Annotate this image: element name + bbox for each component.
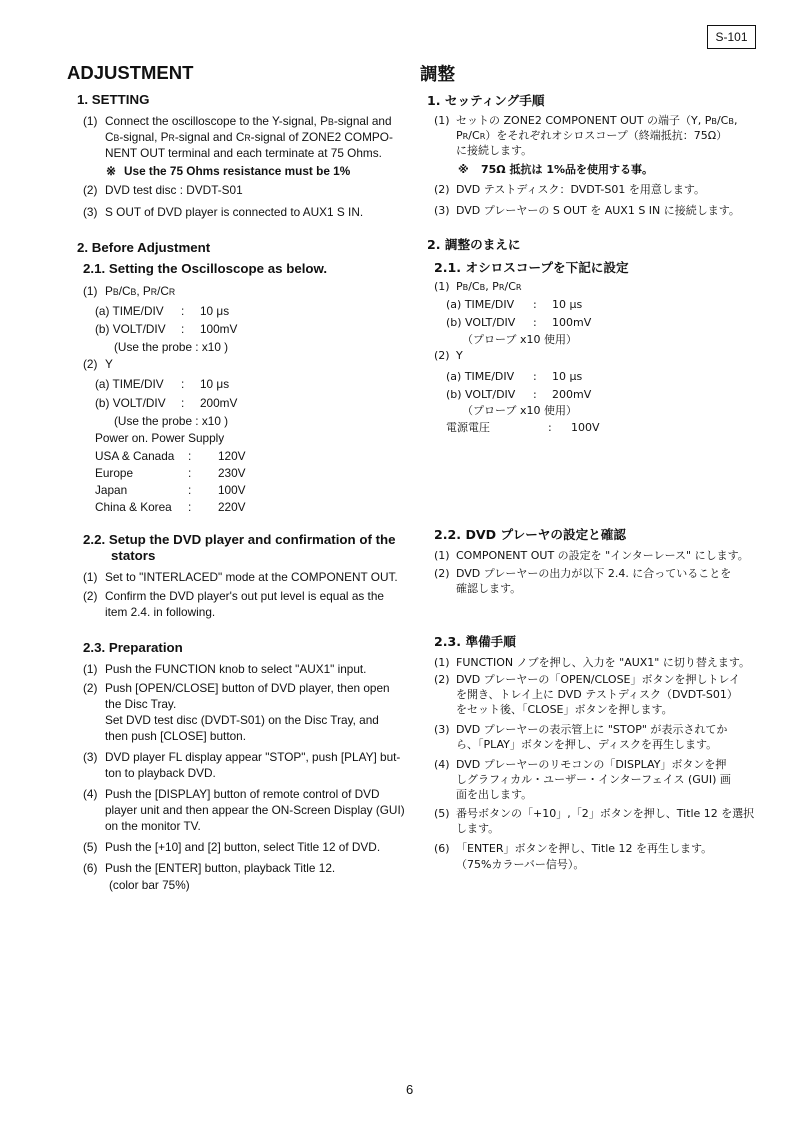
item-text: Confirm the DVD player's out put level is equal as the — [105, 589, 384, 603]
ja-prep-step-3 — [434, 723, 727, 737]
item-number: (1) — [83, 662, 98, 676]
subscript: B — [130, 287, 137, 297]
ja-prep-step-6 — [434, 842, 712, 856]
setting-label: (a) TIME/DIV — [446, 370, 515, 383]
text-segment: /C — [468, 280, 480, 293]
note-text: Use the 75 Ohms resistance must be 1% — [124, 164, 351, 178]
step-text: 「ENTER」ボタンを押し、Title 12 を再生します。 — [456, 842, 713, 855]
text-segment: , P — [136, 284, 151, 298]
ja-ch1-time-div — [446, 298, 582, 312]
separator: : — [188, 449, 192, 463]
ja-setup-item-2-line-2: 確認します。 — [456, 582, 522, 595]
text-segment: C — [105, 130, 114, 144]
step-text: Push the [DISPLAY] button of remote control of DVD — [105, 787, 380, 801]
en-power-row — [95, 483, 246, 497]
en-setting-item-1-line-3: NENT OUT terminal and each terminate at 75 Ohms. — [105, 146, 382, 160]
step-text: Push the FUNCTION knob to select "AUX1" input. — [105, 662, 367, 676]
region-label: China & Korea — [95, 500, 172, 514]
item-number: (6) — [434, 842, 450, 855]
voltage-value: 120V — [218, 449, 246, 463]
ja-prep-step-5-line: します。 — [456, 822, 500, 835]
setting-label: (b) VOLT/DIV — [446, 388, 516, 401]
en-prep-step-5 — [83, 840, 380, 854]
en-power-supply-title: Power on. Power Supply — [95, 431, 225, 445]
separator: : — [188, 466, 192, 480]
item-number: (2) — [83, 589, 98, 603]
item-number: (1) — [434, 656, 450, 669]
setting-label: (a) TIME/DIV — [95, 304, 164, 318]
en-setup-heading-line-2: stators — [111, 548, 156, 563]
en-ch1-volt-div — [95, 322, 237, 336]
step-text: DVD プレーヤーの「OPEN/CLOSE」ボタンを押しトレイ — [456, 673, 740, 686]
ja-ch2-label — [434, 349, 463, 363]
step-text: Push [OPEN/CLOSE] button of DVD player, then open — [105, 681, 390, 695]
setting-label: (b) VOLT/DIV — [95, 322, 166, 336]
item-number: (2) — [83, 183, 98, 197]
item-number: (4) — [83, 787, 98, 801]
item-number: (5) — [83, 840, 98, 854]
en-setup-item-1 — [83, 570, 398, 584]
text-segment: ）をそれぞれオシロスコープ（終端抵抗：75Ω） — [485, 129, 728, 142]
text-segment: -signal of ZONE2 COMPO- — [250, 130, 393, 144]
en-prep-step-3 — [83, 750, 400, 764]
item-number: (3) — [434, 723, 450, 736]
subscript: B — [113, 133, 120, 143]
item-number: (3) — [83, 205, 98, 219]
separator: : — [533, 316, 537, 329]
note-mark: ※ — [458, 163, 469, 176]
step-text: Push the [+10] and [2] button, select Title 12 of DVD. — [105, 840, 381, 854]
ja-prep-step-5 — [434, 807, 754, 821]
ja-ch1-probe-note: （プローブ x10 使用） — [462, 333, 577, 346]
ja-oscilloscope-heading: 2.1. オシロスコープを下記に設定 — [434, 260, 629, 275]
setting-label: 電源電圧 — [446, 421, 490, 434]
ja-setup-item-1 — [434, 549, 749, 563]
en-before-heading: 2. Before Adjustment — [77, 240, 211, 255]
subscript: R — [244, 133, 251, 143]
ja-setting-item-1-line-2 — [456, 129, 727, 143]
setting-value: 10 μs — [552, 370, 583, 383]
en-power-row — [95, 449, 246, 463]
en-page-title: ADJUSTMENT — [67, 62, 194, 83]
ja-prep-step-6-line: （75%カラーバー信号）。 — [456, 858, 585, 871]
item-text: Set to "INTERLACED" mode at the COMPONENT OUT. — [105, 570, 398, 584]
text-segment: セットの ZONE2 COMPONENT OUT の端子（Y, P — [456, 114, 712, 127]
ja-ch2-volt-div — [446, 388, 591, 402]
separator: : — [188, 483, 192, 497]
item-number: (1) — [434, 114, 450, 127]
en-ch2-time-div — [95, 377, 229, 391]
subscript: R — [462, 131, 469, 141]
subscript: R — [150, 287, 158, 297]
en-prep-step-2-line: then push [CLOSE] button. — [105, 729, 246, 743]
step-text: DVD プレーヤーのリモコンの「DISPLAY」ボタンを押 — [456, 758, 727, 771]
en-setting-item-2 — [83, 183, 243, 197]
item-number: (2) — [434, 567, 450, 580]
item-number: (2) — [434, 673, 450, 686]
en-setting-note — [106, 164, 350, 178]
ja-ch1-volt-div — [446, 316, 591, 330]
subscript: B — [327, 117, 334, 127]
en-prep-step-3-line: ton to playback DVD. — [105, 766, 216, 780]
region-label: Europe — [95, 466, 134, 480]
en-prep-step-6 — [83, 861, 335, 875]
en-prep-step-2-line: the Disc Tray. — [105, 697, 177, 711]
en-ch2-volt-div — [95, 396, 237, 410]
text-segment: /C — [118, 284, 131, 298]
item-number: (1) — [434, 549, 450, 562]
setting-label: (b) VOLT/DIV — [446, 316, 516, 329]
separator: : — [181, 396, 185, 410]
page-number: 6 — [406, 1082, 414, 1097]
en-ch1-label — [83, 284, 175, 299]
item-number: (1) — [83, 570, 98, 584]
item-number: (4) — [434, 758, 450, 771]
setting-value: 100mV — [552, 316, 592, 329]
en-ch1-time-div — [95, 304, 229, 318]
en-setting-item-3 — [83, 205, 363, 219]
en-ch2-label — [83, 357, 113, 371]
en-setting-heading: 1. SETTING — [77, 92, 150, 107]
page-code-badge: S-101 — [707, 25, 756, 49]
step-text: DVD プレーヤーの表示管上に "STOP" が表示されてか — [456, 723, 728, 736]
step-text: Push the [ENTER] button, playback Title 12. — [105, 861, 336, 875]
setting-label: (a) TIME/DIV — [95, 377, 164, 391]
item-number: (2) — [434, 183, 450, 196]
text-segment: -signal and C — [174, 130, 245, 144]
text-segment: Connect the oscilloscope to the Y-signal, P — [105, 114, 328, 128]
item-text: DVD test disc : DVDT-S01 — [105, 183, 243, 197]
subscript: R — [168, 287, 176, 297]
item-number: (6) — [83, 861, 98, 875]
text-segment: P — [456, 280, 463, 293]
ja-ch2-time-div — [446, 370, 582, 384]
ja-setting-item-2 — [434, 183, 705, 197]
step-text: DVD player FL display appear "STOP", push [PLAY] but- — [105, 750, 401, 764]
en-power-row — [95, 500, 246, 514]
subscript: B — [479, 282, 486, 292]
text-segment: -signal and — [333, 114, 392, 128]
en-setup-item-2-line-1 — [83, 589, 384, 603]
separator: : — [533, 298, 537, 311]
ja-ch1-label — [434, 280, 522, 294]
region-label: USA & Canada — [95, 449, 175, 463]
text-segment: /C — [157, 284, 169, 298]
subscript: B — [711, 116, 717, 126]
en-preparation-heading: 2.3. Preparation — [83, 640, 183, 655]
separator: : — [181, 377, 185, 391]
text-segment: /C — [504, 280, 516, 293]
item-number: (5) — [434, 807, 450, 820]
text-segment: /C — [468, 129, 480, 142]
text-segment: , — [733, 114, 738, 127]
item-number: (3) — [83, 750, 98, 764]
ja-setting-item-3 — [434, 204, 740, 218]
en-prep-step-2 — [83, 681, 390, 695]
item-text: DVD プレーヤーの出力が以下 2.4. に合っていることを — [456, 567, 732, 580]
en-setting-item-1-line-1 — [83, 114, 392, 129]
subscript: B — [112, 287, 119, 297]
en-prep-step-4 — [83, 787, 380, 801]
ja-prep-step-4-line: しグラフィカル・ユーザー・インターフェイス (GUI) 画 — [456, 773, 731, 786]
subscript: R — [515, 282, 522, 292]
en-ch1-probe-note: (Use the probe : x10 ) — [114, 340, 229, 354]
ja-prep-step-4 — [434, 758, 726, 772]
step-text: FUNCTION ノブを押し、入力を "AUX1" に切り替えます。 — [456, 656, 750, 669]
text-segment: P — [456, 129, 463, 142]
separator: : — [533, 388, 537, 401]
voltage-value: 100V — [218, 483, 246, 497]
en-setup-heading-line-1: 2.2. Setup the DVD player and confirmation of the — [83, 532, 396, 547]
separator: : — [181, 304, 185, 318]
en-oscilloscope-heading: 2.1. Setting the Oscilloscope as below. — [83, 261, 328, 276]
subscript: B — [462, 282, 469, 292]
ja-setting-item-1-line-1 — [434, 114, 737, 128]
setting-value: 10 μs — [200, 304, 230, 318]
voltage-value: 220V — [218, 500, 246, 514]
item-number: (2) — [83, 681, 98, 695]
item-number: (2) — [434, 349, 450, 362]
en-prep-step-2-line: Set DVD test disc (DVDT-S01) on the Disc Tray, and — [105, 713, 379, 727]
item-text: COMPONENT OUT の設定を "インターレース" にします。 — [456, 549, 749, 562]
subscript: R — [498, 282, 505, 292]
ja-ch2-probe-note: （プローブ x10 使用） — [462, 404, 577, 417]
item-text: S OUT of DVD player is connected to AUX1 S IN. — [105, 205, 364, 219]
item-text: DVD プレーヤーの S OUT を AUX1 S IN に接続します。 — [456, 204, 740, 217]
setting-value: 200mV — [552, 388, 592, 401]
note-mark: ※ — [106, 164, 116, 178]
ja-setting-note — [458, 163, 653, 177]
en-setting-item-1-line-2 — [105, 130, 393, 145]
text-segment: Y — [456, 349, 463, 362]
voltage-value: 100V — [571, 421, 600, 434]
subscript: R — [479, 131, 486, 141]
item-number: (2) — [83, 357, 98, 371]
ja-setup-heading: 2.2. DVD プレーヤの設定と確認 — [434, 527, 626, 542]
item-text: DVD テストディスク：DVDT-S01 を用意します。 — [456, 183, 705, 196]
setting-label: (b) VOLT/DIV — [95, 396, 166, 410]
en-power-row — [95, 466, 246, 480]
item-number: (3) — [434, 204, 450, 217]
setting-label: (a) TIME/DIV — [446, 298, 515, 311]
ja-prep-step-2-line: を開き、トレイ上に DVD テストディスク（DVDT-S01） — [456, 688, 738, 701]
subscript: R — [168, 133, 175, 143]
setting-value: 200mV — [200, 396, 238, 410]
ja-power-supply — [446, 421, 600, 435]
subscript: B — [728, 116, 734, 126]
separator: : — [181, 322, 185, 336]
setting-value: 10 μs — [200, 377, 230, 391]
text-segment: P — [105, 284, 113, 298]
en-prep-step-4-line: player unit and then appear the ON-Screen Display (GUI) — [105, 803, 405, 817]
ja-prep-step-4-line: 面を出します。 — [456, 788, 533, 801]
separator: : — [533, 370, 537, 383]
setting-value: 100mV — [200, 322, 238, 336]
ja-setup-item-2-line-1 — [434, 567, 731, 581]
step-text: 番号ボタンの「+10」,「2」ボタンを押し、Title 12 を選択 — [456, 807, 755, 820]
region-label: Japan — [95, 483, 128, 497]
item-number: (1) — [83, 284, 98, 298]
separator: : — [188, 500, 192, 514]
text-segment: /C — [716, 114, 729, 127]
en-prep-step-4-line: on the monitor TV. — [105, 819, 201, 833]
ja-prep-step-2-line: をセット後、「CLOSE」ボタンを押します。 — [456, 703, 673, 716]
ja-preparation-heading: 2.3. 準備手順 — [434, 634, 516, 649]
item-number: (1) — [434, 280, 450, 293]
ja-prep-step-1 — [434, 656, 750, 670]
en-ch2-probe-note: (Use the probe : x10 ) — [114, 414, 229, 428]
text-segment: -signal, P — [119, 130, 169, 144]
note-text: 75Ω 抵抗は 1%品を使用する事。 — [481, 163, 653, 176]
separator: : — [548, 421, 552, 434]
ja-prep-step-3-line: ら、「PLAY」ボタンを押し、ディスクを再生します。 — [456, 738, 718, 751]
ja-prep-step-2 — [434, 673, 740, 687]
ja-before-heading: 2. 調整のまえに — [427, 237, 521, 252]
ja-page-title: 調整 — [420, 65, 455, 85]
item-number: (1) — [83, 114, 98, 128]
en-prep-step-6-line: (color bar 75%) — [109, 878, 190, 892]
ja-setting-heading: 1. セッティング手順 — [427, 93, 545, 108]
text-segment: , P — [485, 280, 499, 293]
voltage-value: 230V — [218, 466, 246, 480]
text-segment: Y — [105, 357, 113, 371]
en-prep-step-1 — [83, 662, 366, 676]
en-setup-item-2-line-2: item 2.4. in following. — [105, 605, 216, 619]
ja-setting-item-1-line-3: に接続します。 — [456, 144, 533, 157]
setting-value: 10 μs — [552, 298, 583, 311]
